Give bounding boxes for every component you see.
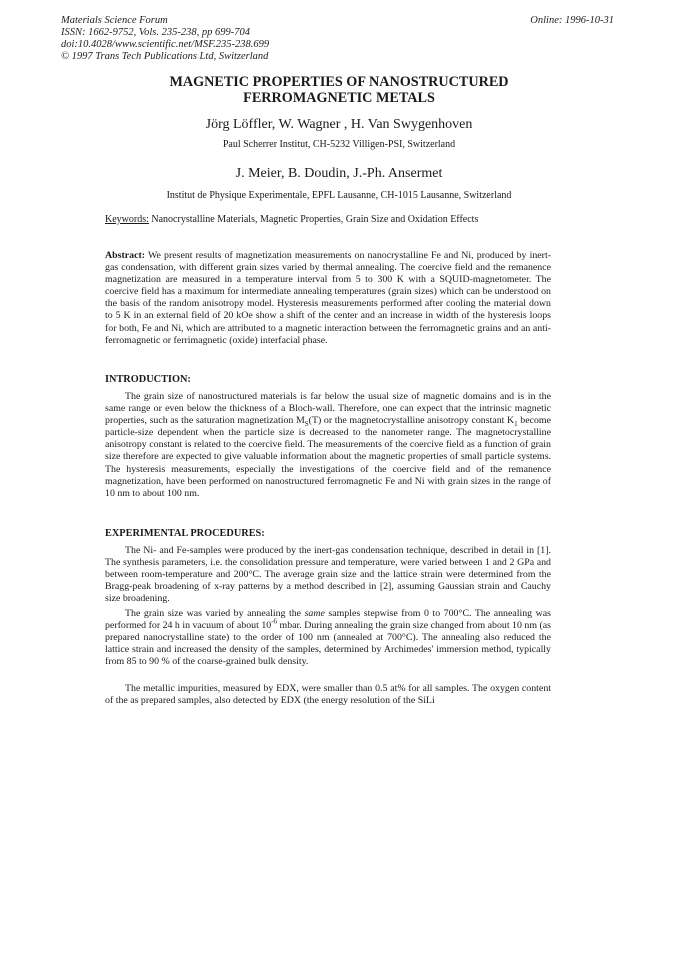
introduction-heading: INTRODUCTION: <box>105 374 191 385</box>
keywords-text: Nanocrystalline Materials, Magnetic Properties, Grain Size and Oxidation Effects <box>151 214 479 225</box>
abstract-label: Abstract: <box>105 250 146 261</box>
introduction-paragraph: The grain size of nanostructured materials is far below the usual size of magnetic domains and is in the same range or even below the thickness of a Bloch-wall. Therefore, one can expect that the intrinsic magnetic properties, such as the saturation magnetization $M_S(T)$ or the magnetocrystalline anisotropy constant $K_1$ become particle-size dependent when the particle size is decreased to the nanometer range. The magnetocrystalline anisotropy constant is related to the coercive field. The measurements of the coercive field as a function of grain size therefore are expected to give valuable information about the magnetic properties of small particle systems. The hysteresis measurements, especially the investigations of the coercive field and of the remanence magnetization, have been performed on nanostructured ferromagnetic Fe and Ni with grain sizes in the range of 10 nm to about 100 nm. <box>105 391 551 499</box>
keywords <box>105 214 478 225</box>
experimental-paragraph-2: The grain size was varied by annealing the same samples stepwise from 0 to 700°C. The annealing was performed for 24 h in vacuum of about $10^{-6}$ mbar. During annealing the grain size changed from about 10 nm (as prepared nanocrystalline state) to the order of 100 nm (annealed at 700°C). The annealing also reduced the lattice strain and increased the density of the samples, determined by Archimedes' immersion method, typically from 85 to 90 % of the coarse-grained bulk density. <box>105 608 552 668</box>
issn-line: ISSN: 1662-9752, Vols. 235-238, pp 699-704 <box>61 27 250 38</box>
copyright-line: © 1997 Trans Tech Publications Ltd, Switzerland <box>61 51 269 62</box>
affiliation-2: Institut de Physique Experimentale, EPFL Lausanne, CH-1015 Lausanne, Switzerland <box>166 190 512 201</box>
journal-name: Materials Science Forum <box>61 15 168 26</box>
journal-header <box>61 15 269 63</box>
online-date: Online: 1996-10-31 <box>530 15 614 26</box>
abstract-text: We present results of magnetization measurements on nanocrystalline Fe and Ni, produced by inert-gas condensation, with different grain sizes varied by thermal annealing. The coercive field and the remanence magnetization are measured in a temperature interval from 5 to 300 K with a SQUID-magnetometer. The coercive field has a maximum for intermediate annealing temperatures (grain sizes) which can be understood on the basis of the random anisotropy model. Hysteresis measurements performed after cooling the material down to 5 K in an external field of 20 kOe show a shift of the center and an increase in width of the hysteresis loops for both, Fe and Ni, which are attributed to a magnetic interaction between the ferromagnetic grains and an anti-ferromagnetic or ferrimagnetic (oxide) interfacial phase. <box>105 250 551 346</box>
doi-line: doi:10.4028/www.scientific.net/MSF.235-238.699 <box>61 39 270 50</box>
experimental-paragraph-1: The Ni- and Fe-samples were produced by the inert-gas condensation technique, described in detail in [1]. The synthesis parameters, i.e. the consolidation pressure and temperature, were varied between 1 and 2 GPa and between room-temperature and 200°C. The average grain size and the lattice strain were determined from the Bragg-peak broadening of x-ray patterns by a method described in [2], assuming Gaussian strain and Cauchy size broadening. <box>105 545 551 605</box>
paper-title <box>0 74 678 106</box>
abstract <box>105 250 551 347</box>
authors-group-2: J. Meier, B. Doudin, J.-Ph. Ansermet <box>235 166 443 181</box>
experimental-paragraph-3: The metallic impurities, measured by EDX, were smaller than 0.5 at% for all samples. The oxygen content of the as prepared samples, also detected by EDX (the energy resolution of the SiLi <box>105 683 551 707</box>
affiliation-1: Paul Scherrer Institut, CH-5232 Villigen-PSI, Switzerland <box>222 139 456 150</box>
experimental-heading: EXPERIMENTAL PROCEDURES: <box>105 528 265 539</box>
title-line-1: MAGNETIC PROPERTIES OF NANOSTRUCTURED <box>169 74 509 90</box>
authors-group-1: Jörg Löffler, W. Wagner , H. Van Swygenhoven <box>205 117 473 132</box>
title-line-2: FERROMAGNETIC METALS <box>243 90 435 106</box>
keywords-label: Keywords: <box>105 214 149 225</box>
